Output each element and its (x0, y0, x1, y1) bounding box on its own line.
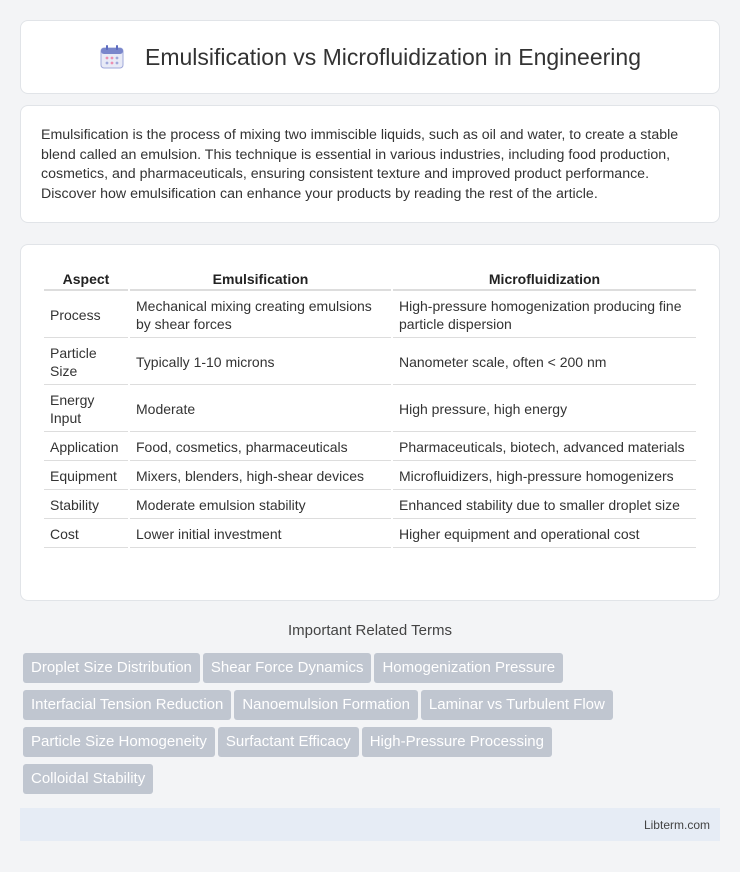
emulsification-cell: Lower initial investment (130, 521, 391, 548)
table-row (44, 387, 696, 432)
table-header-row (44, 267, 696, 291)
microfluidization-cell: High-pressure homogenization producing fine particle dispersion (393, 293, 696, 338)
microfluidization-cell: Enhanced stability due to smaller droplet size (393, 492, 696, 519)
related-terms-list (23, 653, 723, 801)
table-row (44, 293, 696, 338)
microfluidization-cell: Nanometer scale, often < 200 nm (393, 340, 696, 385)
microfluidization-cell: Pharmaceuticals, biotech, advanced materials (393, 434, 696, 461)
column-header-aspect: Aspect (44, 267, 128, 291)
intro-paragraph: Emulsification is the process of mixing two immiscible liquids, such as oil and water, to create a stable blend called an emulsion. This technique is essential in various industries, including food production, cosmetics, and pharmaceuticals, ensuring consistent texture and improved product performance. Discover how emulsification can enhance your products by reading the rest of the article. (41, 127, 679, 202)
related-term-tag[interactable]: Shear Force Dynamics (203, 653, 372, 683)
table-row (44, 463, 696, 490)
microfluidization-cell: High pressure, high energy (393, 387, 696, 432)
table-row (44, 434, 696, 461)
aspect-cell: Application (44, 434, 128, 461)
related-term-tag[interactable]: Interfacial Tension Reduction (23, 690, 231, 720)
aspect-cell: Process (44, 293, 128, 338)
aspect-cell: Stability (44, 492, 128, 519)
emulsification-cell: Mixers, blenders, high-shear devices (130, 463, 391, 490)
column-header-emulsification: Emulsification (130, 267, 391, 291)
related-terms-title: Important Related Terms (288, 622, 452, 639)
page-title: Emulsification vs Microfluidization in Engineering (144, 43, 641, 70)
aspect-cell: Particle Size (44, 340, 128, 385)
microfluidization-cell: Higher equipment and operational cost (393, 521, 696, 548)
header-card (20, 20, 720, 94)
aspect-cell: Energy Input (44, 387, 128, 432)
related-term-tag[interactable]: Homogenization Pressure (374, 653, 563, 683)
related-term-tag[interactable]: Colloidal Stability (23, 764, 153, 794)
related-term-tag[interactable]: Laminar vs Turbulent Flow (421, 690, 613, 720)
comparison-table (42, 265, 698, 550)
related-term-tag[interactable]: Surfactant Efficacy (218, 727, 359, 757)
related-term-tag[interactable]: Droplet Size Distribution (23, 653, 200, 683)
emulsification-cell: Mechanical mixing creating emulsions by shear forces (130, 293, 391, 338)
microfluidization-cell: Microfluidizers, high-pressure homogenizers (393, 463, 696, 490)
comparison-table-card (20, 244, 720, 601)
column-header-microfluidization: Microfluidization (393, 267, 696, 291)
table-row (44, 492, 696, 519)
emulsification-cell: Moderate (130, 387, 391, 432)
emulsification-cell: Moderate emulsion stability (130, 492, 391, 519)
calendar-icon (99, 44, 125, 70)
footer-site-link[interactable]: Libterm.com (643, 818, 710, 832)
related-term-tag[interactable]: High-Pressure Processing (362, 727, 552, 757)
related-term-tag[interactable]: Nanoemulsion Formation (234, 690, 418, 720)
table-row (44, 521, 696, 548)
table-row (44, 340, 696, 385)
intro-card (20, 105, 720, 223)
aspect-cell: Cost (44, 521, 128, 548)
emulsification-cell: Typically 1-10 microns (130, 340, 391, 385)
footer (20, 808, 720, 841)
aspect-cell: Equipment (44, 463, 128, 490)
related-term-tag[interactable]: Particle Size Homogeneity (23, 727, 215, 757)
emulsification-cell: Food, cosmetics, pharmaceuticals (130, 434, 391, 461)
